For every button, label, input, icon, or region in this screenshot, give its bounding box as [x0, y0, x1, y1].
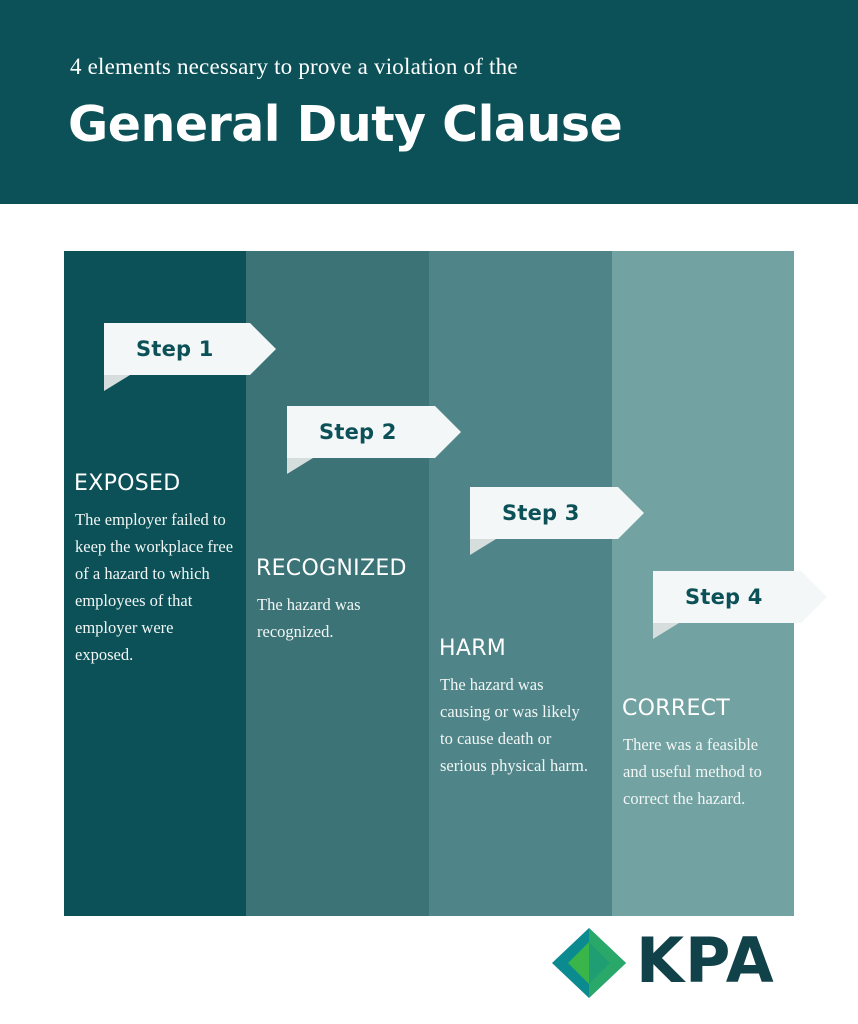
step-1-body: The employer failed to keep the workplace free of a hazard to which employees of that employer were exposed.	[75, 510, 234, 664]
step-banner-3	[470, 487, 618, 539]
step-1-label: Step 1	[136, 337, 214, 361]
step-4-body: There was a feasible and useful method to correct the hazard.	[623, 735, 762, 808]
step-3-heading: HARM	[439, 636, 507, 661]
step-banner-4	[653, 571, 801, 623]
step-4-heading: CORRECT	[622, 696, 731, 721]
arrow-right-icon	[250, 323, 276, 375]
step-3-label: Step 3	[502, 501, 580, 525]
step-2-body: The hazard was recognized.	[257, 595, 361, 641]
header-subtitle: 4 elements necessary to prove a violation of the	[70, 54, 518, 79]
step-3-body: The hazard was causing or was likely to cause death or serious physical harm.	[440, 675, 589, 775]
kpa-diamond-logo-icon	[552, 928, 626, 998]
arrow-right-icon	[618, 487, 644, 539]
step-banner-2	[287, 406, 435, 458]
arrow-right-icon	[801, 571, 827, 623]
header-banner	[0, 0, 858, 204]
step-4-label: Step 4	[685, 585, 763, 609]
step-1-heading: EXPOSED	[74, 471, 181, 496]
step-banner-1	[104, 323, 250, 375]
step-2-label: Step 2	[319, 420, 397, 444]
page-title: General Duty Clause	[68, 96, 623, 153]
brand-logo	[552, 924, 796, 998]
steps-diagram	[64, 251, 794, 916]
step-2-heading: RECOGNIZED	[256, 556, 407, 581]
arrow-right-icon	[435, 406, 461, 458]
logo-wordmark: KPA	[636, 924, 775, 997]
step-column-3	[429, 251, 612, 916]
